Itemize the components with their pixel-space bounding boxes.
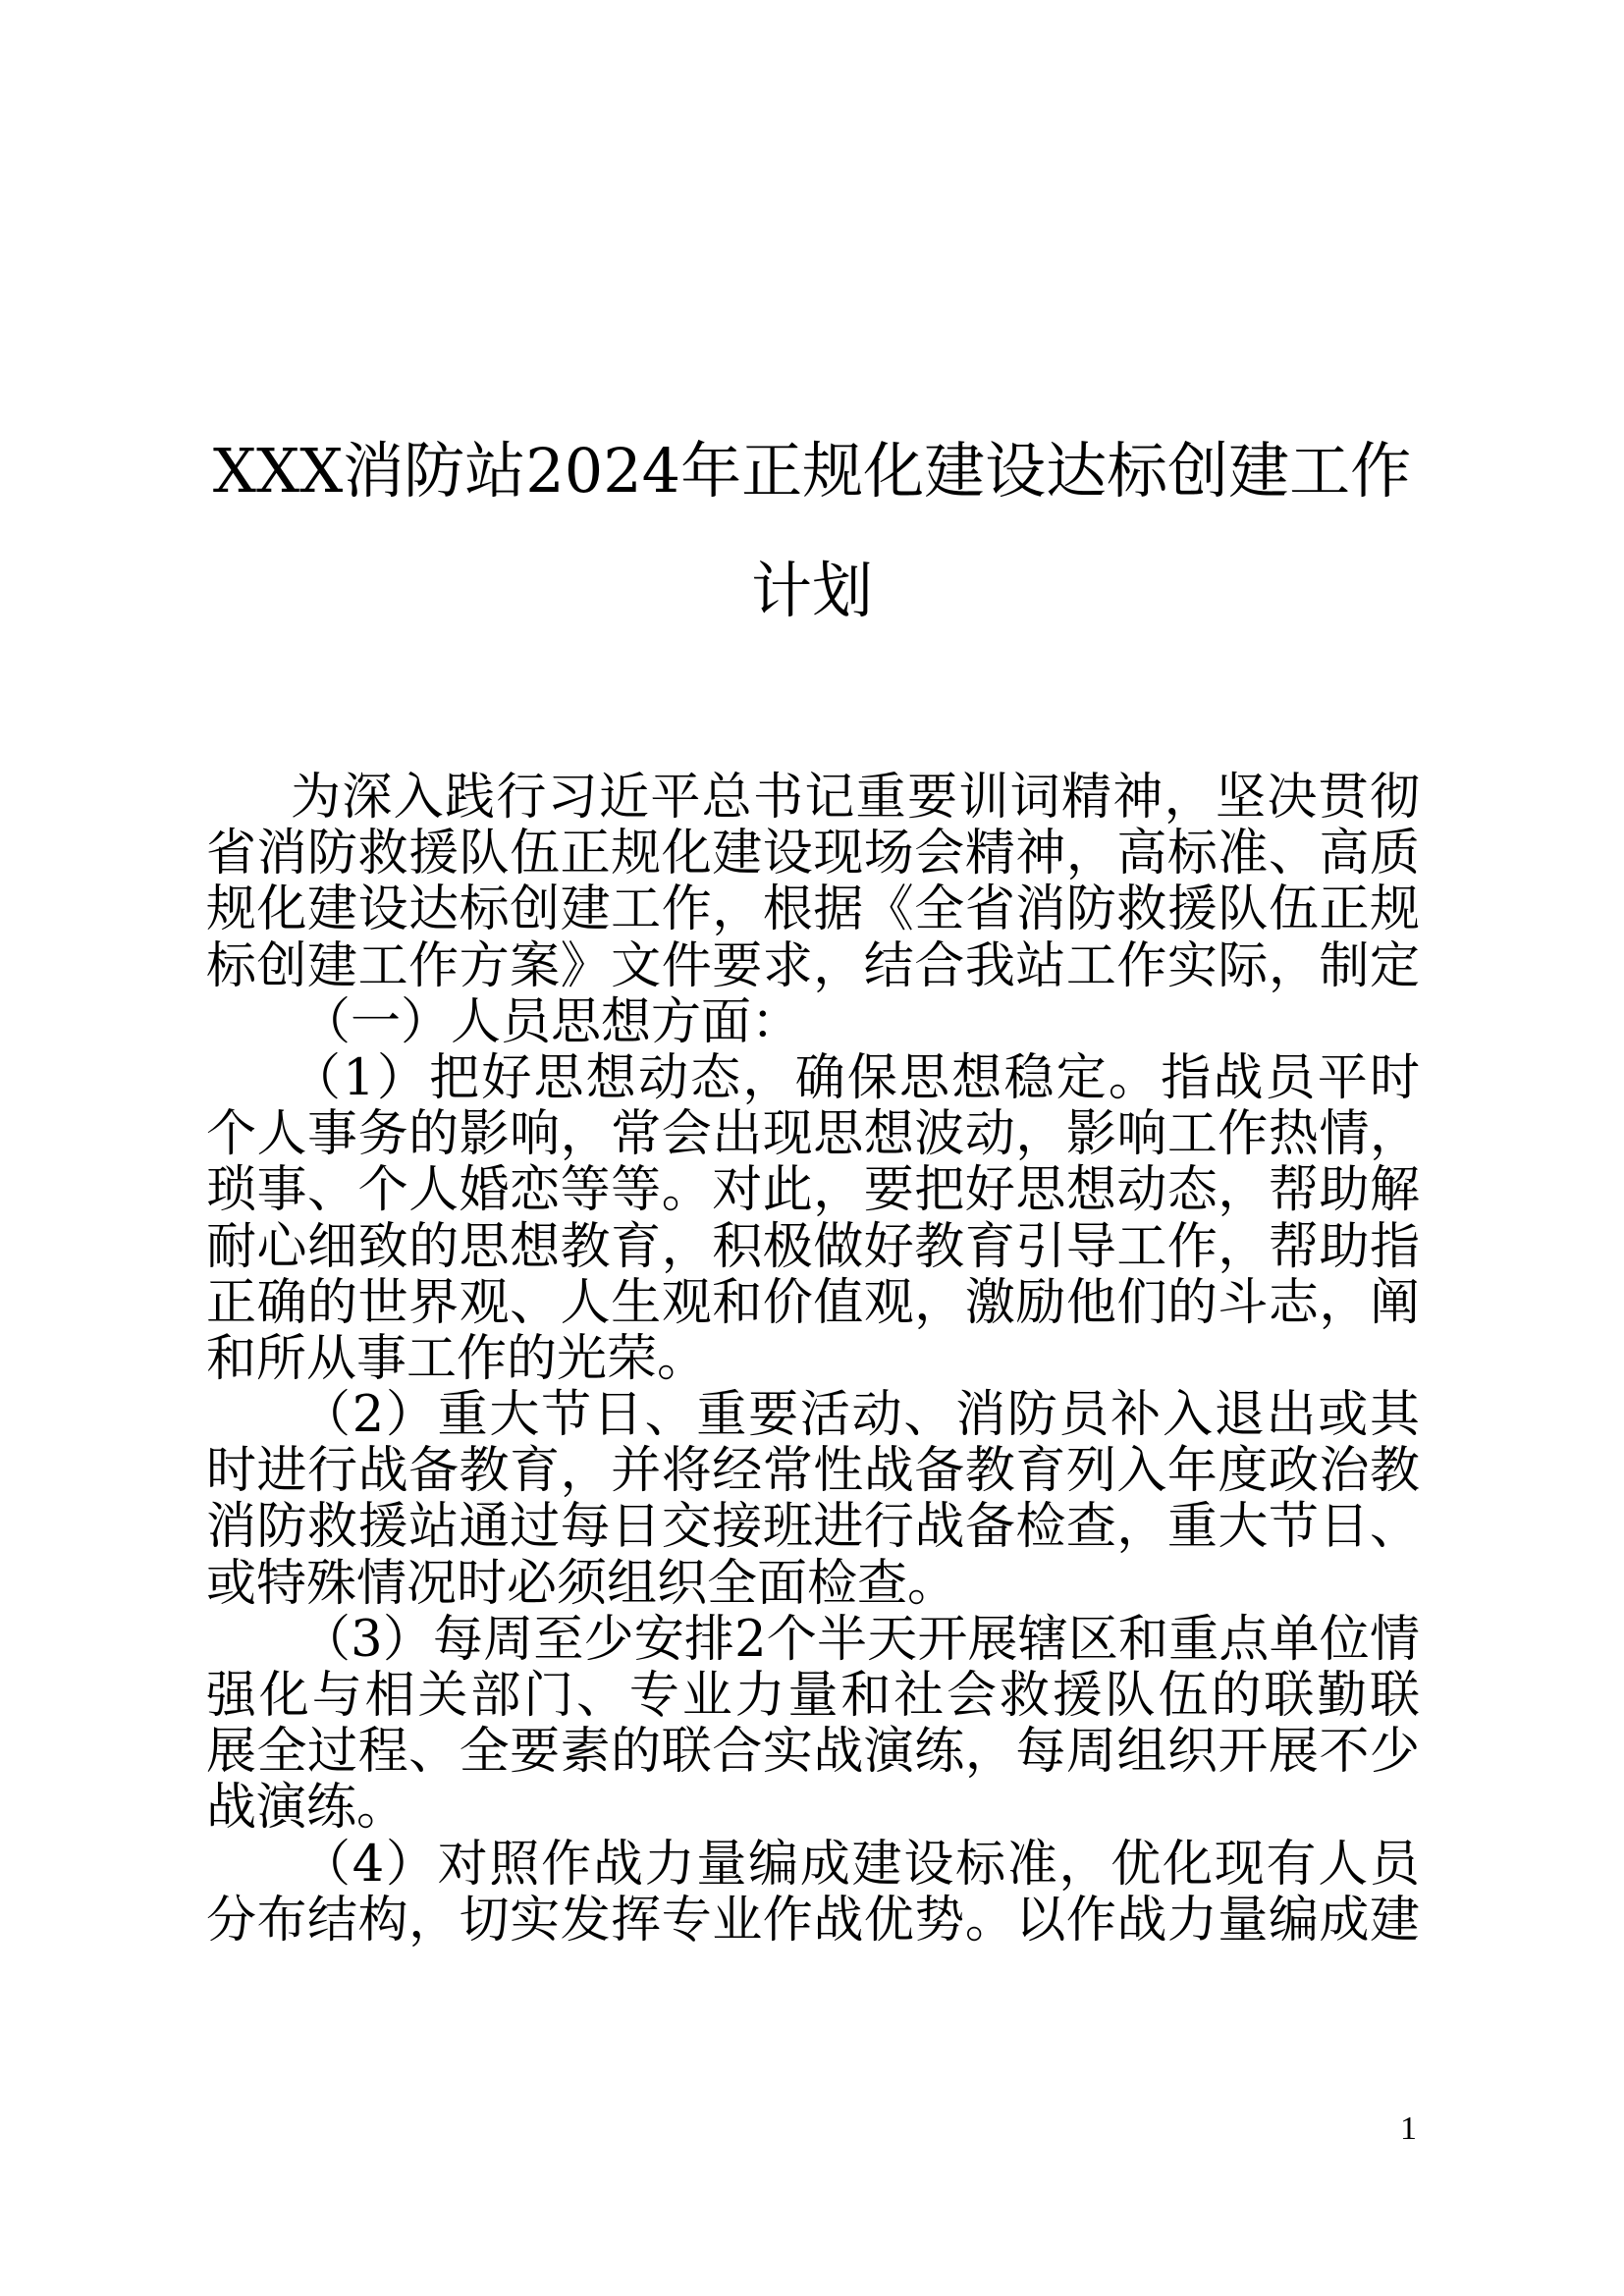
text-line: 正确的世界观、人生观和价值观，激励他们的斗志，阐 bbox=[206, 1274, 1420, 1331]
text-line: 标创建工作方案》文件要求，结合我站工作实际，制定 bbox=[206, 937, 1420, 994]
paragraph bbox=[206, 994, 1420, 1050]
text-line: 分布结构，切实发挥专业作战优势。以作战力量编成建 bbox=[206, 1892, 1420, 1949]
text-line: 时进行战备教育，并将经常性战备教育列入年度政治教 bbox=[206, 1443, 1420, 1500]
document-title-line-2: 计划 bbox=[750, 555, 873, 626]
paragraph bbox=[206, 1050, 1420, 1387]
text-line: 琐事、个人婚恋等等。对此，要把好思想动态，帮助解 bbox=[206, 1162, 1420, 1219]
text-line: 或特殊情况时必须组织全面检查。 bbox=[206, 1555, 958, 1612]
document-title-line-1: XXX消防站2024年正规化建设达标创建工作 bbox=[212, 435, 1412, 507]
paragraph bbox=[206, 1612, 1420, 1837]
text-line: （1）把好思想动态，确保思想稳定。指战员平时 bbox=[291, 1049, 1420, 1107]
text-line: 为深入践行习近平总书记重要训词精神，坚决贯彻 bbox=[291, 770, 1420, 827]
paragraph bbox=[206, 770, 1420, 994]
text-line: （4）对照作战力量编成建设标准，优化现有人员 bbox=[300, 1836, 1420, 1893]
page-number: 1 bbox=[1400, 2110, 1417, 2147]
text-line: 规化建设达标创建工作，根据《全省消防救援队伍正规 bbox=[206, 881, 1420, 938]
text-line: （3）每周至少安排2个半天开展辖区和重点单位情 bbox=[300, 1611, 1420, 1668]
text-line: 消防救援站通过每日交接班进行战备检查，重大节日、 bbox=[206, 1499, 1420, 1556]
text-line: （2）重大节日、重要活动、消防员补入退出或其 bbox=[300, 1387, 1420, 1444]
text-line: 省消防救援队伍正规化建设现场会精神，高标准、高质 bbox=[206, 826, 1420, 882]
text-line: 和所从事工作的光荣。 bbox=[206, 1330, 708, 1388]
paragraph bbox=[206, 1837, 1420, 1949]
text-line: 耐心细致的思想教育，积极做好教育引导工作，帮助指 bbox=[206, 1218, 1420, 1275]
document-body bbox=[206, 770, 1420, 1949]
text-line: （一）人员思想方面： bbox=[300, 993, 802, 1050]
paragraph bbox=[206, 1387, 1420, 1612]
text-line: 战演练。 bbox=[206, 1780, 407, 1837]
text-line: 强化与相关部门、专业力量和社会救援队伍的联勤联 bbox=[206, 1668, 1420, 1725]
text-line: 个人事务的影响，常会出现思想波动，影响工作热情， bbox=[206, 1106, 1420, 1163]
text-line: 展全过程、全要素的联合实战演练，每周组织开展不少 bbox=[206, 1724, 1420, 1781]
